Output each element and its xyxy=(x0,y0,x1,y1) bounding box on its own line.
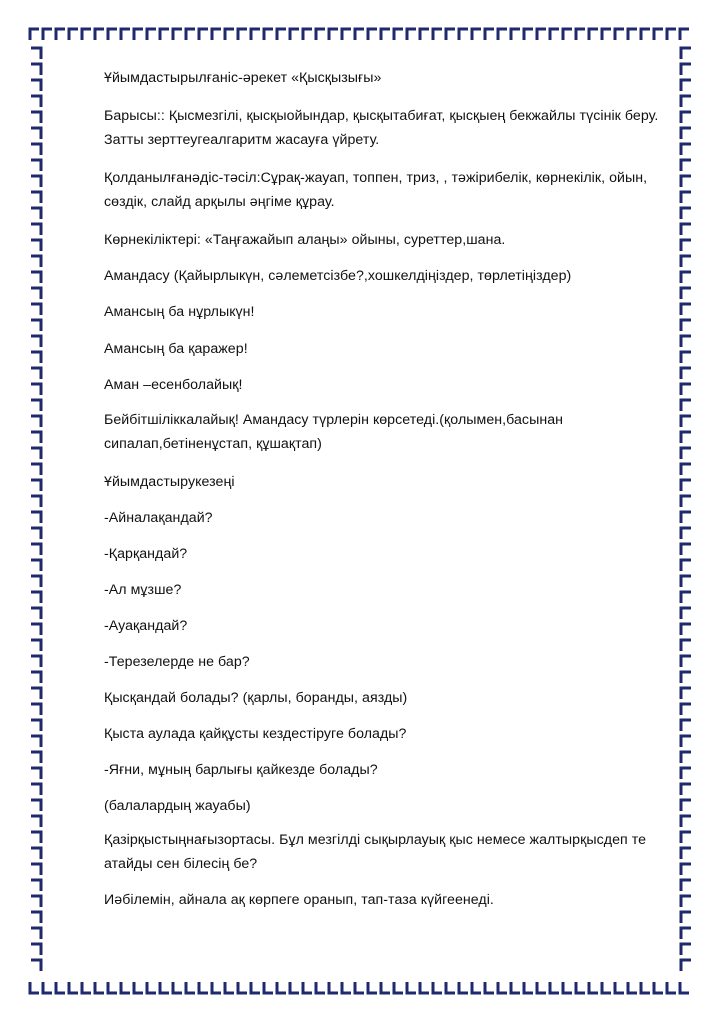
border-motif xyxy=(681,272,691,283)
border-motif xyxy=(31,784,41,795)
border-motif xyxy=(31,496,41,507)
border-motif xyxy=(368,982,377,993)
border-motif xyxy=(681,112,691,123)
border-motif xyxy=(30,982,39,993)
border-motif xyxy=(31,864,41,875)
children-answer: (балалардың жауабы) xyxy=(104,798,251,814)
border-motif xyxy=(368,29,377,40)
border-motif xyxy=(69,982,78,993)
border-motif xyxy=(31,848,41,859)
border-motif xyxy=(681,912,691,923)
border-motif xyxy=(31,672,41,683)
border-motif xyxy=(681,656,691,667)
border-motif xyxy=(147,29,156,40)
border-motif xyxy=(537,29,546,40)
border-motif xyxy=(681,448,691,459)
border-motif xyxy=(31,112,41,123)
border-motif xyxy=(628,982,637,993)
question-5: -Терезелерде не бар? xyxy=(104,654,250,670)
border-motif xyxy=(199,982,208,993)
border-motif xyxy=(290,29,299,40)
border-motif xyxy=(615,982,624,993)
border-motif xyxy=(420,29,429,40)
border-motif xyxy=(31,192,41,203)
border-motif xyxy=(459,29,468,40)
border-motif xyxy=(681,336,691,347)
border-motif xyxy=(407,29,416,40)
border-motif xyxy=(681,752,691,763)
question-3: -Ал мұзше? xyxy=(104,582,182,598)
border-motif xyxy=(31,336,41,347)
border-motif xyxy=(511,982,520,993)
border-motif xyxy=(602,982,611,993)
border-motif xyxy=(31,288,41,299)
border-motif xyxy=(550,982,559,993)
border-motif xyxy=(30,29,39,40)
border-motif xyxy=(31,48,41,59)
border-motif xyxy=(641,982,650,993)
border-motif xyxy=(186,982,195,993)
border-motif xyxy=(681,576,691,587)
border-motif xyxy=(31,160,41,171)
border-motif xyxy=(537,982,546,993)
border-motif xyxy=(31,368,41,379)
border-motif xyxy=(681,304,691,315)
border-motif xyxy=(31,416,41,427)
border-motif xyxy=(654,982,663,993)
question-6: Қысқандай болады? (қарлы, боранды, аязды) xyxy=(104,690,408,706)
border-motif xyxy=(681,208,691,219)
border-motif xyxy=(681,80,691,91)
border-motif xyxy=(433,982,442,993)
border-motif xyxy=(82,982,91,993)
border-motif xyxy=(238,29,247,40)
border-motif xyxy=(680,29,689,40)
border-motif xyxy=(31,656,41,667)
border-motif xyxy=(121,29,130,40)
border-motif xyxy=(108,29,117,40)
border-motif xyxy=(69,29,78,40)
border-motif xyxy=(681,640,691,651)
border-motif xyxy=(160,29,169,40)
border-motif xyxy=(681,832,691,843)
border-motif xyxy=(342,982,351,993)
border-motif xyxy=(472,982,481,993)
border-motif xyxy=(329,29,338,40)
border-motif xyxy=(681,288,691,299)
border-motif xyxy=(589,29,598,40)
border-motif xyxy=(355,29,364,40)
border-motif xyxy=(681,864,691,875)
lesson-goal: Барысы:: Қысмезгілі, қысқыойындар, қысқытабиғат, қысқыең бекжайлы түсінік беру. Затты зерттеугеалгаритм жасауға үйрету. xyxy=(104,108,659,148)
border-motif xyxy=(446,982,455,993)
border-motif xyxy=(576,29,585,40)
border-motif xyxy=(160,982,169,993)
border-motif xyxy=(681,544,691,555)
border-motif xyxy=(31,704,41,715)
border-motif xyxy=(31,640,41,651)
border-motif xyxy=(681,464,691,475)
border-motif xyxy=(681,880,691,891)
question-2: -Қарқандай? xyxy=(104,546,188,562)
border-motif xyxy=(31,592,41,603)
border-motif xyxy=(342,29,351,40)
border-motif xyxy=(563,29,572,40)
border-motif xyxy=(681,784,691,795)
border-motif xyxy=(498,29,507,40)
border-motif xyxy=(681,64,691,75)
border-motif xyxy=(420,982,429,993)
border-motif xyxy=(212,29,221,40)
border-motif xyxy=(681,240,691,251)
border-motif xyxy=(56,29,65,40)
border-motif xyxy=(681,688,691,699)
border-motif xyxy=(407,982,416,993)
border-motif xyxy=(681,848,691,859)
border-motif xyxy=(31,352,41,363)
border-motif xyxy=(31,560,41,571)
border-motif xyxy=(225,29,234,40)
border-motif xyxy=(31,688,41,699)
border-motif xyxy=(121,982,130,993)
border-motif xyxy=(681,352,691,363)
border-motif xyxy=(31,128,41,139)
border-motif xyxy=(31,816,41,827)
border-motif xyxy=(511,29,520,40)
border-motif xyxy=(251,982,260,993)
border-motif xyxy=(31,144,41,155)
border-motif xyxy=(31,720,41,731)
border-motif xyxy=(31,960,41,971)
border-motif xyxy=(31,544,41,555)
border-right xyxy=(678,44,694,978)
border-motif xyxy=(316,982,325,993)
border-motif xyxy=(225,982,234,993)
border-motif xyxy=(602,29,611,40)
border-motif xyxy=(615,29,624,40)
border-motif xyxy=(43,29,52,40)
border-motif xyxy=(31,64,41,75)
border-motif xyxy=(681,944,691,955)
border-motif xyxy=(264,982,273,993)
border-motif xyxy=(31,752,41,763)
border-motif xyxy=(31,896,41,907)
border-motif xyxy=(251,29,260,40)
question-8: -Яғни, мұның барлығы қайкезде болады? xyxy=(104,762,378,778)
border-motif xyxy=(31,80,41,91)
question-7: Қыста аулада қайқұсты кездестіруге болады? xyxy=(104,726,407,742)
border-motif xyxy=(329,982,338,993)
border-motif xyxy=(264,29,273,40)
border-motif xyxy=(31,480,41,491)
border-motif xyxy=(446,29,455,40)
border-motif xyxy=(303,29,312,40)
closing-text: Иәбілемін, айнала ақ көрпеге оранып, тап-таза күйгеенеді. xyxy=(104,892,494,908)
border-motif xyxy=(31,880,41,891)
border-motif xyxy=(667,982,676,993)
border-motif xyxy=(95,29,104,40)
border-motif xyxy=(277,982,286,993)
border-motif xyxy=(31,384,41,395)
border-motif xyxy=(681,128,691,139)
border-motif xyxy=(681,528,691,539)
border-motif xyxy=(681,368,691,379)
border-motif xyxy=(134,982,143,993)
border-motif xyxy=(641,29,650,40)
mid-winter-text: Қазірқыстыңнағызортасы. Бұл мезгілді сықырлауық қыс немесе жалтырқысдеп те атайды сен білесің бе? xyxy=(104,832,647,872)
border-motif xyxy=(31,528,41,539)
border-motif xyxy=(681,704,691,715)
border-motif xyxy=(681,816,691,827)
border-motif xyxy=(681,416,691,427)
border-motif xyxy=(550,29,559,40)
border-motif xyxy=(31,832,41,843)
border-motif xyxy=(498,982,507,993)
border-motif xyxy=(681,400,691,411)
border-motif xyxy=(277,29,286,40)
border-motif xyxy=(31,800,41,811)
question-1: -Айналақандай? xyxy=(104,510,213,526)
border-motif xyxy=(56,982,65,993)
border-motif xyxy=(186,29,195,40)
lesson-methods: Қолданылғанәдіс-тәсіл:Сұрақ-жауап, топпен, триз, , тәжірибелік, көрнекілік, ойын, сөздік, слайд арқылы әңгіме құрау. xyxy=(104,170,648,210)
border-motif xyxy=(681,608,691,619)
border-motif xyxy=(381,29,390,40)
border-motif xyxy=(290,982,299,993)
border-motif xyxy=(681,432,691,443)
border-motif xyxy=(134,29,143,40)
border-motif xyxy=(681,800,691,811)
border-motif xyxy=(681,384,691,395)
border-motif xyxy=(485,982,494,993)
border-motif xyxy=(654,29,663,40)
border-motif xyxy=(31,928,41,939)
border-motif xyxy=(681,224,691,235)
border-motif xyxy=(31,912,41,923)
border-motif xyxy=(681,736,691,747)
border-motif xyxy=(485,29,494,40)
border-motif xyxy=(31,272,41,283)
border-motif xyxy=(681,592,691,603)
border-left xyxy=(28,44,44,978)
border-motif xyxy=(681,896,691,907)
border-motif xyxy=(31,432,41,443)
border-motif xyxy=(576,982,585,993)
border-motif xyxy=(681,512,691,523)
border-motif xyxy=(381,982,390,993)
border-motif xyxy=(31,176,41,187)
border-motif xyxy=(31,464,41,475)
border-motif xyxy=(394,982,403,993)
border-motif xyxy=(31,512,41,523)
greeting-line-4: Бейбітшіліккалайық! Амандасу түрлерін көрсетеді.(қолымен,басынан сипалап,бетіненұстап, құшақтап) xyxy=(104,412,564,452)
border-motif xyxy=(681,176,691,187)
border-motif xyxy=(173,982,182,993)
border-motif xyxy=(173,29,182,40)
border-motif xyxy=(681,720,691,731)
border-motif xyxy=(355,982,364,993)
border-motif xyxy=(628,29,637,40)
border-motif xyxy=(212,982,221,993)
border-motif xyxy=(31,624,41,635)
border-motif xyxy=(199,29,208,40)
border-motif xyxy=(681,160,691,171)
border-motif xyxy=(459,982,468,993)
border-motif xyxy=(681,560,691,571)
lesson-materials: Көрнекіліктері: «Таңғажайып алаңы» ойыны, суреттер,шана. xyxy=(104,232,506,248)
border-motif xyxy=(681,928,691,939)
border-motif xyxy=(681,768,691,779)
border-top xyxy=(28,26,696,44)
border-motif xyxy=(31,736,41,747)
border-motif xyxy=(147,982,156,993)
border-motif xyxy=(681,496,691,507)
border-motif xyxy=(108,982,117,993)
border-motif xyxy=(681,624,691,635)
border-motif xyxy=(43,982,52,993)
border-motif xyxy=(524,29,533,40)
border-motif xyxy=(31,320,41,331)
border-motif xyxy=(433,29,442,40)
border-motif xyxy=(316,29,325,40)
border-motif xyxy=(31,448,41,459)
border-motif xyxy=(681,192,691,203)
border-motif xyxy=(31,576,41,587)
border-motif xyxy=(31,208,41,219)
border-motif xyxy=(31,400,41,411)
border-motif xyxy=(31,240,41,251)
greeting-line-3: Аман –есенболайық! xyxy=(104,377,243,393)
border-motif xyxy=(238,982,247,993)
border-motif xyxy=(681,256,691,267)
border-motif xyxy=(31,944,41,955)
border-motif xyxy=(82,29,91,40)
border-motif xyxy=(303,982,312,993)
question-4: -Ауақандай? xyxy=(104,618,188,634)
border-motif xyxy=(667,29,676,40)
border-motif xyxy=(680,982,689,993)
border-motif xyxy=(524,982,533,993)
border-motif xyxy=(31,96,41,107)
border-motif xyxy=(681,960,691,971)
border-motif xyxy=(681,320,691,331)
border-motif xyxy=(31,304,41,315)
border-motif xyxy=(472,29,481,40)
border-motif xyxy=(681,96,691,107)
border-motif xyxy=(681,672,691,683)
greeting-line-2: Амансың ба қаражер! xyxy=(104,341,248,357)
border-motif xyxy=(95,982,104,993)
border-motif xyxy=(31,224,41,235)
organization-stage: Ұйымдастырукезеңі xyxy=(104,474,235,490)
greeting-line-1: Амансың ба нұрлыкүн! xyxy=(104,304,255,320)
border-motif xyxy=(563,982,572,993)
greeting-intro: Амандасу (Қайырлыкүн, сәлеметсізбе?,хошкелдіңіздер, төрлетіңіздер) xyxy=(104,268,572,284)
border-motif xyxy=(589,982,598,993)
border-motif xyxy=(31,608,41,619)
lesson-title: Ұйымдастырылғаніс-әрекет «Қысқызығы» xyxy=(104,70,382,86)
border-motif xyxy=(31,768,41,779)
border-motif xyxy=(681,480,691,491)
border-motif xyxy=(681,48,691,59)
border-motif xyxy=(681,144,691,155)
border-motif xyxy=(394,29,403,40)
border-motif xyxy=(31,256,41,267)
border-bottom xyxy=(28,978,696,996)
